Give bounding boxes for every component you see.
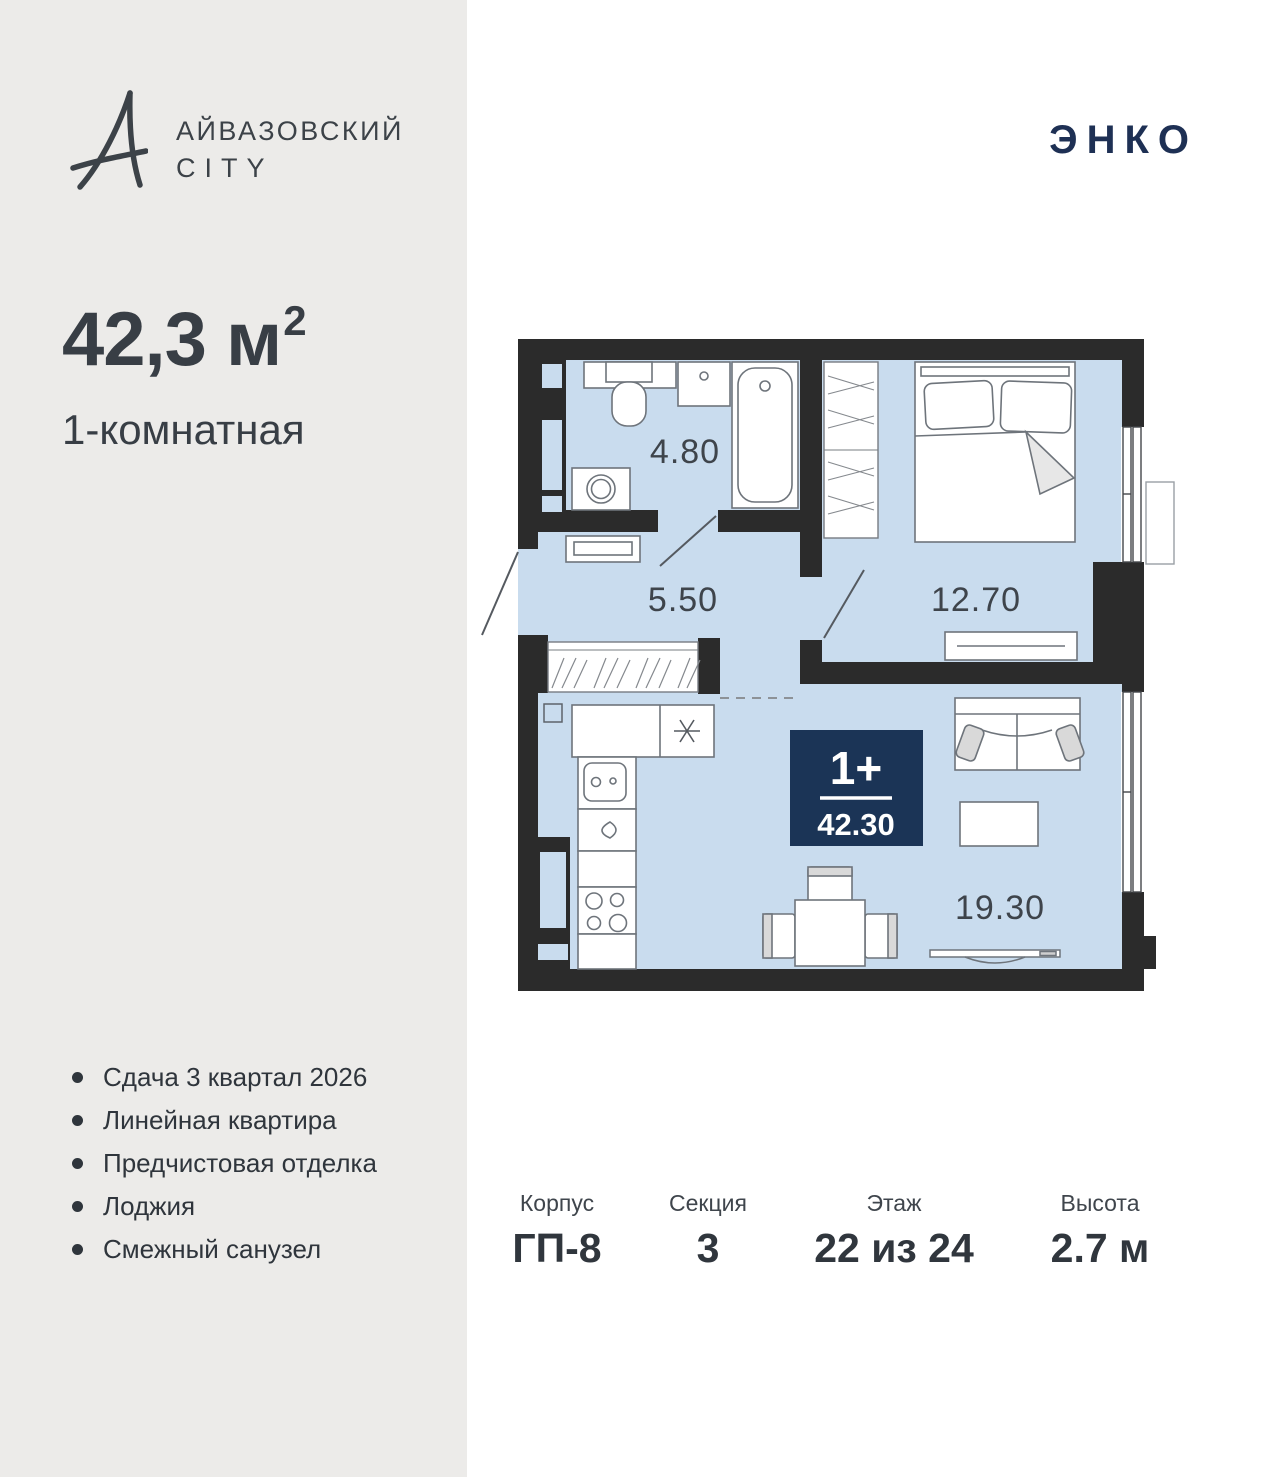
floor-plan bbox=[460, 332, 1190, 1002]
apartment-badge bbox=[790, 730, 923, 846]
feature-item bbox=[72, 1064, 377, 1090]
dining-table bbox=[795, 900, 865, 966]
feature-label: Предчистовая отделка bbox=[103, 1148, 377, 1178]
detail-vysota bbox=[1035, 1190, 1165, 1272]
washing-machine bbox=[572, 468, 630, 510]
bullet-icon bbox=[72, 1158, 83, 1169]
brand-mark-icon bbox=[70, 88, 148, 192]
rooms-type-subtitle: 1-комнатная bbox=[62, 406, 305, 453]
area-superscript: 2 bbox=[283, 296, 306, 344]
feature-item bbox=[72, 1193, 377, 1219]
detail-value: 22 из 24 bbox=[814, 1225, 974, 1271]
ac-basket bbox=[1146, 482, 1174, 564]
detail-label: Корпус bbox=[519, 1190, 595, 1216]
bullet-icon bbox=[72, 1244, 83, 1255]
details-row bbox=[497, 1190, 1165, 1272]
detail-value: 2.7 м bbox=[1050, 1225, 1150, 1271]
feature-item bbox=[72, 1150, 377, 1176]
badge-area: 42.30 bbox=[817, 807, 895, 842]
kitchen-living-area-label: 19.30 bbox=[954, 889, 1046, 927]
badge-rooms: 1+ bbox=[829, 742, 883, 794]
pillow bbox=[924, 380, 994, 429]
detail-etazh bbox=[799, 1190, 989, 1272]
sofa bbox=[955, 698, 1085, 770]
hall-bench bbox=[566, 536, 640, 562]
detail-value: 3 bbox=[696, 1225, 720, 1271]
detail-label: Секция bbox=[669, 1190, 747, 1216]
feature-label: Смежный санузел bbox=[103, 1234, 322, 1264]
pillow bbox=[1000, 381, 1072, 433]
brand-logo bbox=[70, 88, 404, 192]
detail-label: Этаж bbox=[866, 1190, 922, 1216]
developer-logo: ЭНКО bbox=[1049, 118, 1198, 162]
bathroom-area-label: 4.80 bbox=[649, 433, 721, 471]
toilet bbox=[606, 362, 652, 426]
hallway-area-label: 5.50 bbox=[647, 581, 719, 619]
feature-item bbox=[72, 1236, 377, 1262]
area-title bbox=[62, 296, 304, 383]
brand-name-city: CITY bbox=[176, 153, 274, 183]
features-list bbox=[72, 1064, 377, 1279]
detail-korpus bbox=[497, 1190, 617, 1272]
bedroom-area-label: 12.70 bbox=[930, 581, 1022, 619]
detail-value: ГП-8 bbox=[512, 1225, 602, 1271]
living-window bbox=[1121, 692, 1144, 892]
coffee-table bbox=[960, 802, 1038, 846]
feature-label: Лоджия bbox=[103, 1191, 196, 1221]
bedroom-wardrobe bbox=[824, 362, 878, 538]
bullet-icon bbox=[72, 1115, 83, 1126]
bathtub bbox=[732, 362, 798, 508]
vent-shaft bbox=[544, 704, 562, 722]
detail-sekcia bbox=[663, 1190, 753, 1272]
kitchen-sink bbox=[584, 763, 626, 801]
bed bbox=[915, 362, 1075, 542]
kitchen-stove bbox=[578, 887, 636, 934]
bullet-icon bbox=[72, 1201, 83, 1212]
feature-label: Линейная квартира bbox=[103, 1105, 337, 1135]
hall-wardrobe bbox=[548, 642, 700, 692]
bedroom-dresser bbox=[945, 632, 1077, 660]
bedroom-window bbox=[1121, 427, 1144, 562]
entrance-door-swing bbox=[482, 552, 518, 635]
feature-label: Сдача 3 квартал 2026 bbox=[103, 1062, 368, 1092]
brand-name: АЙВАЗОВСКИЙ bbox=[176, 116, 404, 146]
detail-label: Высота bbox=[1060, 1190, 1140, 1216]
bullet-icon bbox=[72, 1072, 83, 1083]
area-value: 42,3 м bbox=[62, 297, 282, 382]
bathroom-sink bbox=[678, 362, 730, 406]
feature-item bbox=[72, 1107, 377, 1133]
